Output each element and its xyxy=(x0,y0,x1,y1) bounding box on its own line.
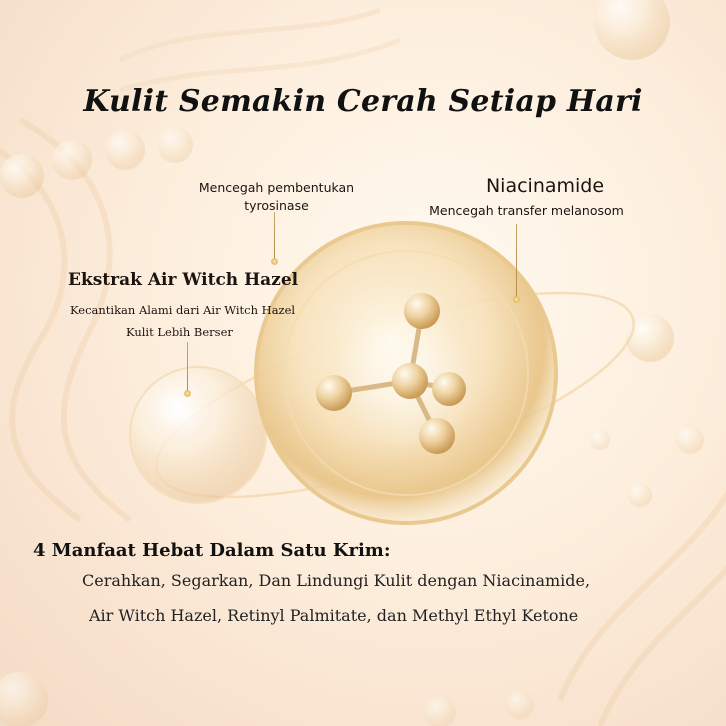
dna-helix-right xyxy=(560,470,726,726)
leader-dot-tyrosinase xyxy=(271,258,278,265)
witch-hazel-line-2: Kulit Lebih Berser xyxy=(126,325,233,339)
leader-dot-witch-hazel xyxy=(184,390,191,397)
leader-line-witch-hazel xyxy=(187,342,188,392)
witch-hazel-bubble xyxy=(130,367,266,503)
niacinamide-subtitle: Mencegah transfer melanosom xyxy=(429,203,624,218)
witch-hazel-line-1: Kecantikan Alami dari Air Witch Hazel xyxy=(70,303,296,317)
headline: Kulit Semakin Cerah Setiap Hari xyxy=(83,84,643,119)
benefits-line-1: Cerahkan, Segarkan, Dan Lindungi Kulit dengan Niacinamide, xyxy=(82,571,591,590)
tyrosinase-callout: Mencegah pembentukan tyrosinase xyxy=(198,180,355,213)
leader-line-niacinamide xyxy=(516,224,517,297)
witch-hazel-title: Ekstrak Air Witch Hazel xyxy=(68,270,299,290)
benefits-line-2: Air Witch Hazel, Retinyl Palmitate, dan Methyl Ethyl Ketone xyxy=(89,606,579,625)
niacinamide-title: Niacinamide xyxy=(485,175,605,197)
leader-line-tyrosinase xyxy=(274,212,275,262)
leader-dot-niacinamide xyxy=(513,296,520,303)
benefits-title: 4 Manfaat Hebat Dalam Satu Krim: xyxy=(33,540,391,561)
dna-helix-top xyxy=(120,10,400,90)
